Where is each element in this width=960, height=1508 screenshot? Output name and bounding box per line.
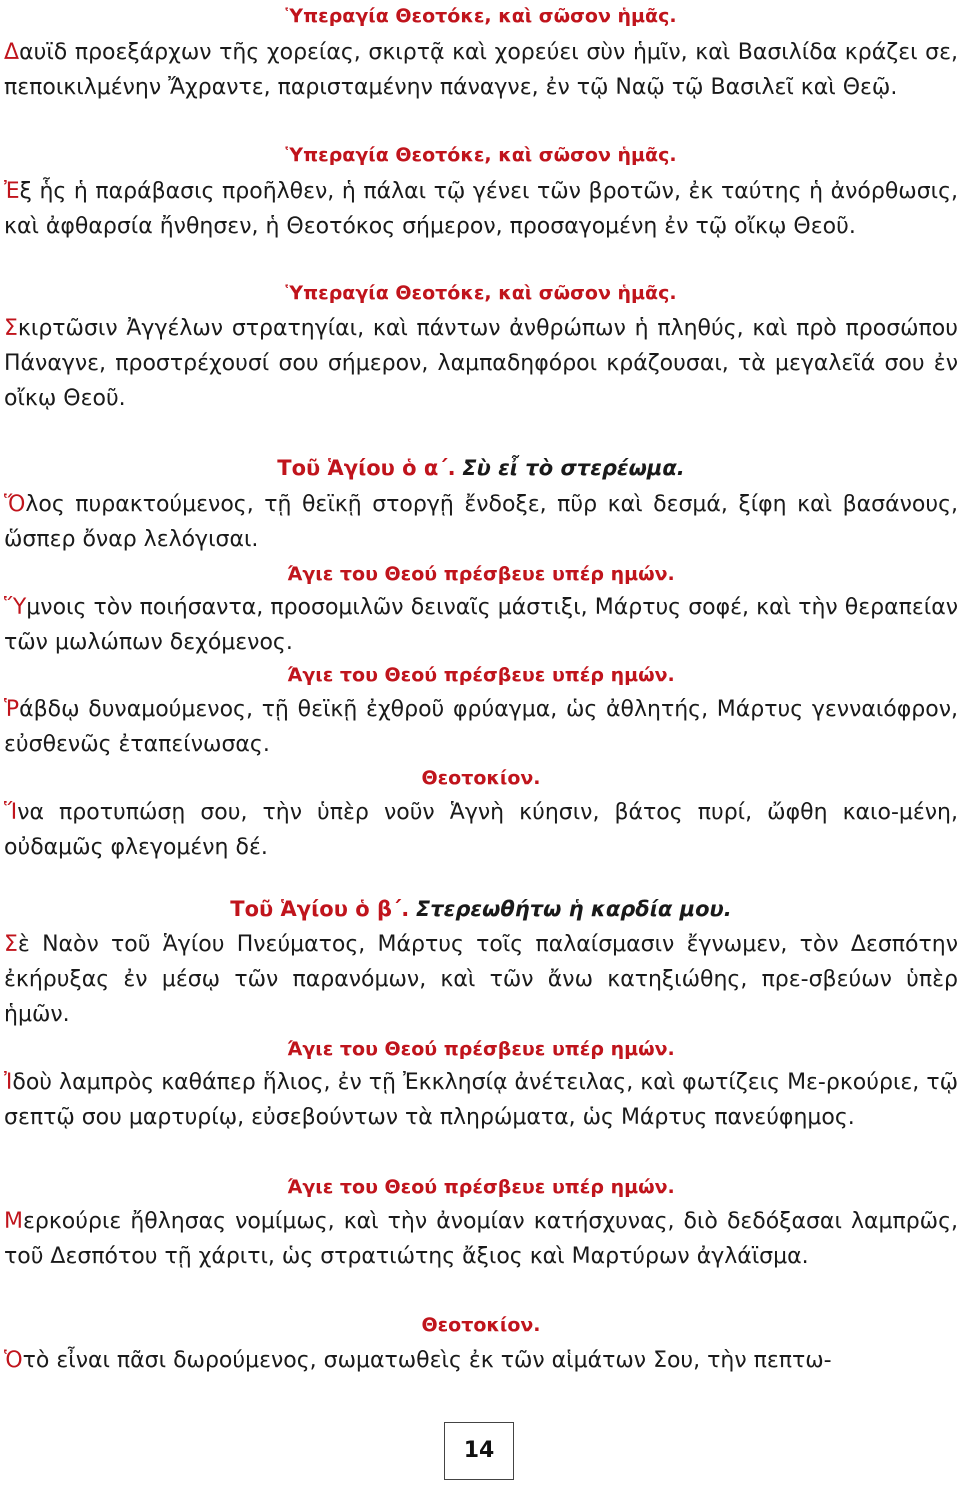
stanza <box>4 487 958 557</box>
initial-letter: Ῥ <box>4 697 20 722</box>
refrain: Άγιε του Θεού πρέσβευε υπέρ ημών. <box>287 664 675 686</box>
initial-letter: Δ <box>4 40 20 65</box>
stanza <box>4 35 958 105</box>
initial-letter: Ὕ <box>4 595 27 620</box>
stanza-text: μνοις τὸν ποιήσαντα, προσομιλῶν δειναῖς μάστιξι, Μάρτυς σοφέ, καὶ τὴν θεραπείαν τῶν μωλώπων δεχόμενος. <box>4 595 958 655</box>
stanza <box>4 1204 958 1274</box>
initial-letter: Ἰ <box>4 1070 13 1095</box>
initial-letter: Ὅ <box>4 492 26 517</box>
stanza-text: να προτυπώσῃ σου, τὴν ὑπὲρ νοῦν Ἁγνὴ κύησιν, βάτος πυρί, ὤφθη καιο-μένη, οὐδαμῶς φλεγομένη δέ. <box>4 800 958 860</box>
refrain: Θεοτοκίον. <box>421 767 541 789</box>
stanza <box>4 692 958 762</box>
refrain: Ὑπεραγία Θεοτόκε, καὶ σῶσον ἡμᾶς. <box>285 5 677 27</box>
refrain: Ὑπεραγία Θεοτόκε, καὶ σῶσον ἡμᾶς. <box>285 144 677 166</box>
ode-heading <box>4 895 958 923</box>
stanza <box>4 590 958 660</box>
initial-letter: Σ <box>4 932 18 957</box>
stanza <box>4 795 958 865</box>
initial-letter: Σ <box>4 316 18 341</box>
refrain: Άγιε του Θεού πρέσβευε υπέρ ημών. <box>287 563 675 585</box>
refrain: Ὑπεραγία Θεοτόκε, καὶ σῶσον ἡμᾶς. <box>285 282 677 304</box>
stanza-text: ὲ Ναὸν τοῦ Ἁγίου Πνεύματος, Μάρτυς τοῖς παλαίσμασιν ἔγνωμεν, τὸν Δεσπότην ἐκήρυξας ἐν μέσῳ τῶν παρανόμων, καὶ τῶν ἄνω κατηξιώθης, πρε-σβεύων ὑπὲρ ἡμῶν. <box>4 932 958 1027</box>
ode-hirmos: Σὺ εἶ τὸ στερέωμα. <box>462 456 685 480</box>
stanza-text: λος πυρακτούμενος, τῇ θεϊκῇ στοργῇ ἔνδοξε, πῦρ καὶ δεσμά, ξίφη καὶ βασάνους, ὥσπερ ὄναρ λελόγισαι. <box>4 492 958 552</box>
stanza <box>4 927 958 1032</box>
stanza-text: κιρτῶσιν Ἀγγέλων στρατηγίαι, καὶ πάντων ἀνθρώπων ἡ πληθύς, καὶ πρὸ προσώπου Πάναγνε, προστρέχουσί σου σήμερον, λαμπαδηφόροι κράζουσαι, τὰ μεγαλεῖά σου ἐν οἴκῳ Θεοῦ. <box>4 316 958 411</box>
refrain: Θεοτοκίον. <box>421 1314 541 1336</box>
initial-letter: Μ <box>4 1209 23 1234</box>
initial-letter: Ἐ <box>4 179 20 204</box>
stanza <box>4 174 958 244</box>
initial-letter: Ὁ <box>4 1348 23 1373</box>
refrain: Άγιε του Θεού πρέσβευε υπέρ ημών. <box>287 1176 675 1198</box>
stanza <box>4 1065 958 1135</box>
page-number: 14 <box>444 1422 514 1480</box>
ode-hirmos: Στερεωθήτω ἡ καρδία μου. <box>415 897 732 921</box>
ode-heading <box>4 454 958 482</box>
stanza-text: ερκούριε ἤθλησας νομίμως, καὶ τὴν ἀνομίαν κατήσχυνας, διὸ δεδόξασαι λαμπρῶς, τοῦ Δεσπότου τῇ χάριτι, ὡς στρατιώτης ἄξιος καὶ Μαρτύρων ἀγλάϊσμα. <box>4 1209 958 1269</box>
stanza-text: τὸ εἶναι πᾶσι δωρούμενος, σωματωθεὶς ἐκ τῶν αἱμάτων Σου, τὴν πεπτω- <box>22 1348 832 1373</box>
stanza-text: άβδῳ δυναμούμενος, τῇ θεϊκῇ ἐχθροῦ φρύαγμα, ὡς ἀθλητής, Μάρτυς γενναιόφρον, εὐσθενῶς ἐταπείνωσας. <box>4 697 958 757</box>
stanza <box>4 311 958 416</box>
stanza-text: ξ ἧς ἡ παράβασις προῆλθεν, ἡ πάλαι τῷ γένει τῶν βροτῶν, ἐκ ταύτης ἡ ἀνόρθωσις, καὶ ἀφθαρσία ἤνθησεν, ἡ Θεοτόκος σήμερον, προσαγομένη ἐν τῷ οἴκῳ Θεοῦ. <box>4 179 958 239</box>
ode-title: Τοῦ Ἁγίου ὁ α΄. <box>277 456 456 480</box>
stanza-text: δοὺ λαμπρὸς καθάπερ ἥλιος, ἐν τῇ Ἐκκλησίᾳ ἀνέτειλας, καὶ φωτίζεις Με-ρκούριε, τῷ σεπτῷ σου μαρτυρίῳ, εὐσεβούντων τὰ πληρώματα, ὡς Μάρτυς πανεύφημος. <box>4 1070 958 1130</box>
refrain: Άγιε του Θεού πρέσβευε υπέρ ημών. <box>287 1038 675 1060</box>
initial-letter: Ἵ <box>4 800 18 825</box>
ode-title: Τοῦ Ἁγίου ὁ β΄. <box>230 897 410 921</box>
stanza-text: αυϊδ προεξάρχων τῆς χορείας, σκιρτᾷ καὶ χορεύει σὺν ἡμῖν, καὶ Βασιλίδα κράζει σε, πεποικιλμένην Ἄχραντε, παρισταμένην πάναγνε, ἐν τῷ Ναῷ τῷ Βασιλεῖ καὶ Θεῷ. <box>4 40 958 100</box>
stanza <box>4 1343 958 1378</box>
